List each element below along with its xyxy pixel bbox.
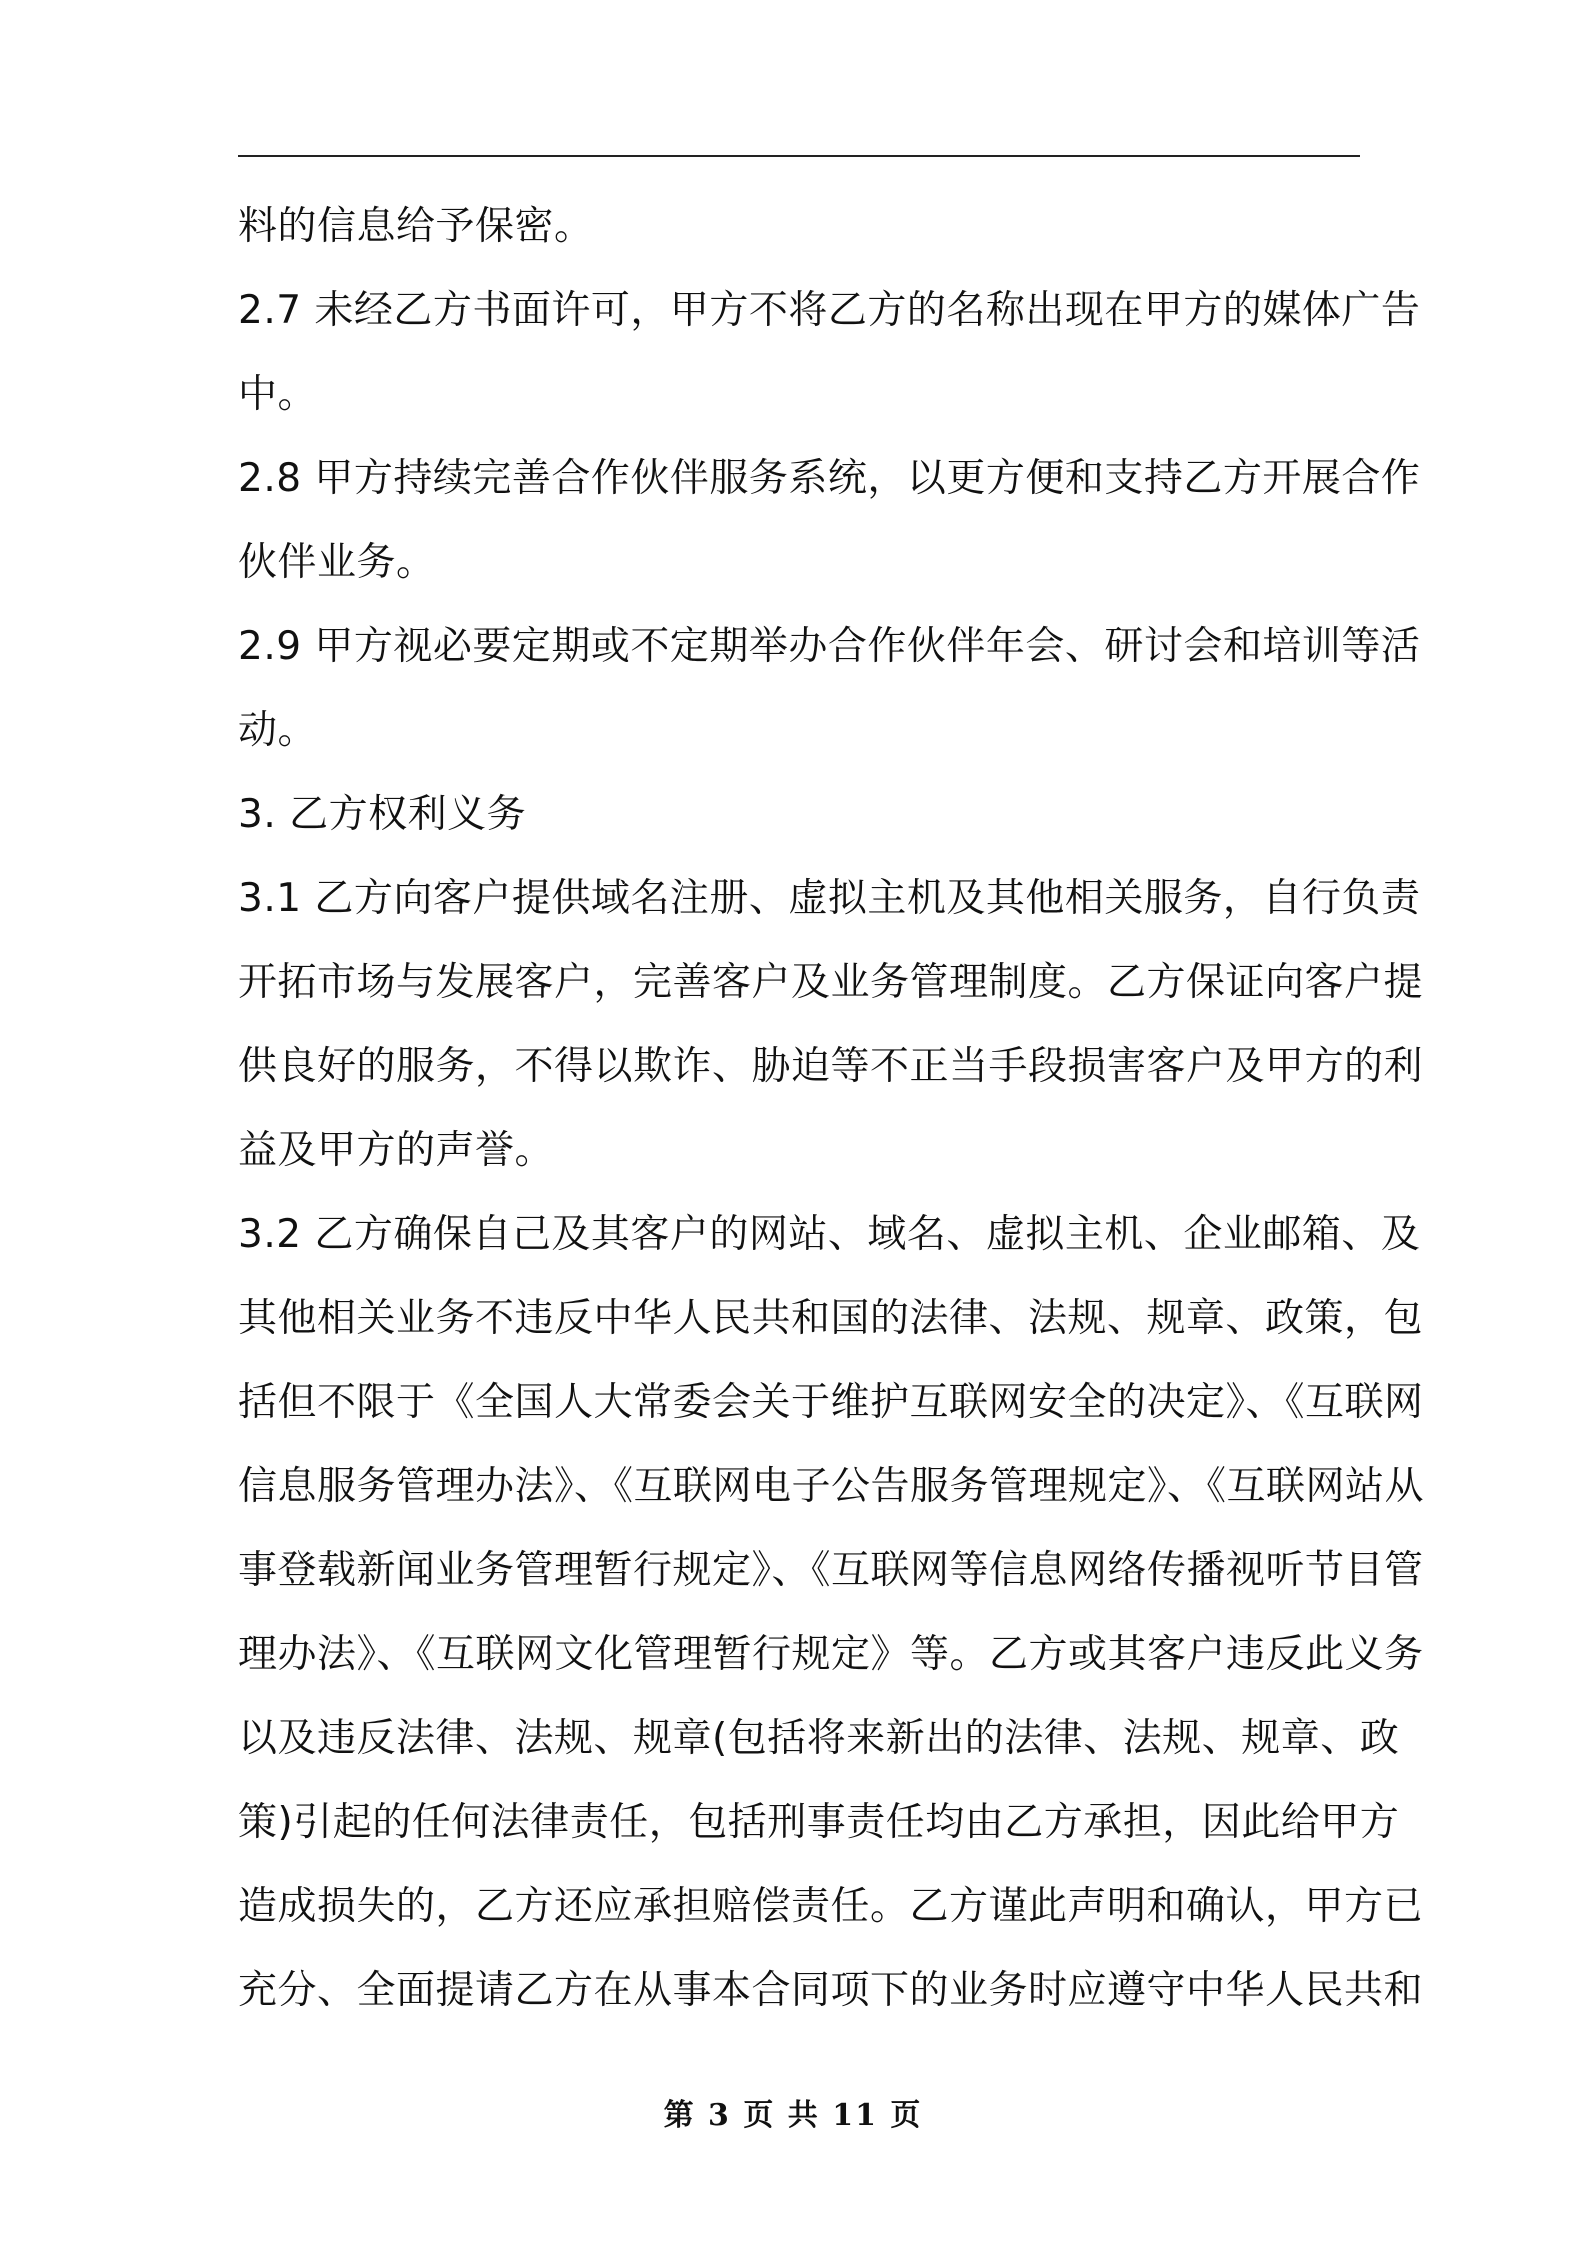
text-line: 其他相关业务不违反中华人民共和国的法律、法规、规章、政策，包	[238, 1296, 1424, 1341]
text-line: 动。	[238, 708, 318, 753]
section-heading: 3. 乙方权利义务	[238, 792, 527, 837]
text-line: 料的信息给予保密。	[238, 204, 594, 249]
text-line: 策)引起的任何法律责任，包括刑事责任均由乙方承担，因此给甲方	[238, 1800, 1400, 1845]
text-line: 中。	[238, 372, 318, 417]
text-line: 以及违反法律、法规、规章(包括将来新出的法律、法规、规章、政	[238, 1716, 1400, 1761]
text-line: 造成损失的，乙方还应承担赔偿责任。乙方谨此声明和确认，甲方已	[238, 1884, 1424, 1929]
text-line: 括但不限于《全国人大常委会关于维护互联网安全的决定》、《互联网	[238, 1380, 1424, 1425]
text-line: 益及甲方的声誉。	[238, 1128, 555, 1173]
header-rule	[238, 155, 1360, 157]
text-line: 供良好的服务，不得以欺诈、胁迫等不正当手段损害客户及甲方的利	[238, 1044, 1424, 1089]
text-line: 2.9 甲方视必要定期或不定期举办合作伙伴年会、研讨会和培训等活	[238, 624, 1421, 669]
text-line: 3.1 乙方向客户提供域名注册、虚拟主机及其他相关服务，自行负责	[238, 876, 1421, 921]
text-line: 充分、全面提请乙方在从事本合同项下的业务时应遵守中华人民共和	[238, 1968, 1424, 2013]
text-line: 伙伴业务。	[238, 540, 436, 585]
text-line: 2.8 甲方持续完善合作伙伴服务系统，以更方便和支持乙方开展合作	[238, 456, 1421, 501]
text-line: 3.2 乙方确保自己及其客户的网站、域名、虚拟主机、企业邮箱、及	[238, 1212, 1421, 1257]
text-line: 开拓市场与发展客户，完善客户及业务管理制度。乙方保证向客户提	[238, 960, 1424, 1005]
text-line: 理办法》、《互联网文化管理暂行规定》等。乙方或其客户违反此义务	[238, 1632, 1424, 1677]
text-line: 信息服务管理办法》、《互联网电子公告服务管理规定》、《互联网站从	[238, 1464, 1425, 1509]
text-line: 2.7 未经乙方书面许可，甲方不将乙方的名称出现在甲方的媒体广告	[238, 288, 1421, 333]
text-line: 事登载新闻业务管理暂行规定》、《互联网等信息网络传播视听节目管	[238, 1548, 1424, 1593]
page-number: 第 3 页 共 11 页	[663, 2098, 923, 2133]
body-text	[238, 185, 1425, 2033]
